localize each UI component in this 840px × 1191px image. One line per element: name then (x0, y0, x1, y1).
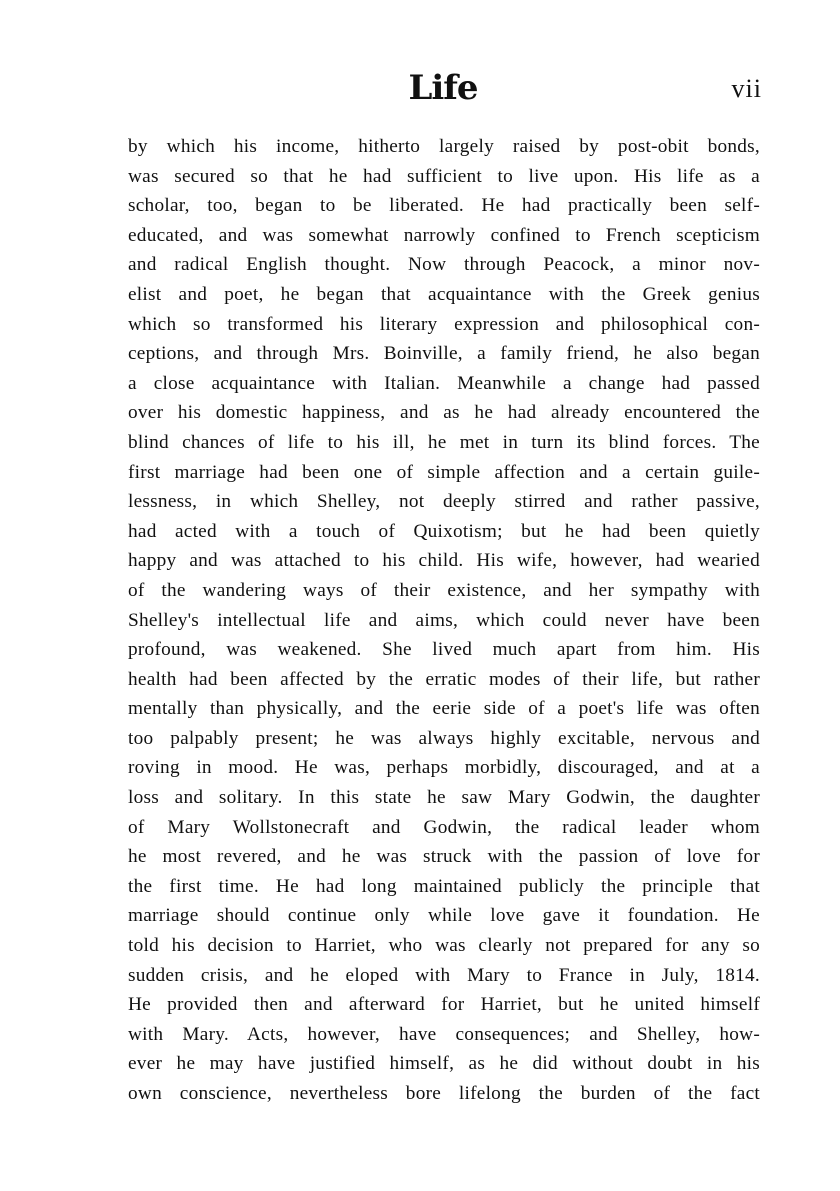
text-line: scholar, too, began to be liberated. He had practically been self- (128, 195, 760, 217)
running-head (0, 68, 840, 118)
text-line: happy and was attached to his child. His wife, however, had wearied (128, 550, 760, 572)
text-line: lessness, in which Shelley, not deeply stirred and rather passive, (128, 491, 760, 513)
text-line: over his domestic happiness, and as he had already encountered the (128, 402, 760, 424)
text-line: mentally than physically, and the eerie side of a poet's life was often (128, 698, 760, 720)
text-line: educated, and was somewhat narrowly confined to French scepticism (128, 224, 760, 246)
text-line: ceptions, and through Mrs. Boinville, a family friend, he also began (128, 343, 760, 365)
text-line: too palpably present; he was always highly excitable, nervous and (128, 727, 760, 749)
running-title: Life (408, 68, 478, 108)
page-number: vii (731, 74, 762, 103)
text-line: health had been affected by the erratic modes of their life, but rather (128, 668, 760, 690)
text-line: sudden crisis, and he eloped with Mary to France in July, 1814. (128, 964, 760, 986)
text-line: had acted with a touch of Quixotism; but he had been quietly (128, 520, 760, 542)
text-line: marriage should continue only while love gave it foundation. He (128, 905, 760, 927)
text-line: which so transformed his literary expression and philosophical con- (128, 313, 760, 335)
text-line: He provided then and afterward for Harriet, but he united himself (128, 994, 760, 1016)
text-line: elist and poet, he began that acquaintance with the Greek genius (128, 283, 760, 305)
text-line: of Mary Wollstonecraft and Godwin, the radical leader whom (128, 816, 760, 838)
text-line: and radical English thought. Now through Peacock, a minor nov- (128, 254, 760, 276)
text-line: with Mary. Acts, however, have consequences; and Shelley, how- (128, 1023, 760, 1045)
text-line: was secured so that he had sufficient to live upon. His life as a (128, 165, 760, 187)
text-line: Shelley's intellectual life and aims, which could never have been (128, 609, 760, 631)
text-line: the first time. He had long maintained publicly the principle that (128, 875, 760, 897)
text-line: by which his income, hitherto largely raised by post-obit bonds, (128, 136, 760, 157)
body-text (128, 132, 760, 1109)
text-line: profound, was weakened. She lived much apart from him. His (128, 639, 760, 661)
text-line: roving in mood. He was, perhaps morbidly, discouraged, and at a (128, 757, 760, 779)
text-line: told his decision to Harriet, who was clearly not prepared for any so (128, 935, 760, 957)
text-line: first marriage had been one of simple affection and a certain guile- (128, 461, 760, 483)
text-line: of the wandering ways of their existence, and her sympathy with (128, 579, 760, 601)
text-line: ever he may have justified himself, as he did without doubt in his (128, 1053, 760, 1075)
text-line: a close acquaintance with Italian. Meanwhile a change had passed (128, 372, 760, 394)
text-line: own conscience, nevertheless bore lifelong the burden of the fact (128, 1083, 760, 1104)
text-line: blind chances of life to his ill, he met in turn its blind forces. The (128, 431, 760, 453)
text-line: loss and solitary. In this state he saw Mary Godwin, the daughter (128, 787, 760, 809)
text-line: he most revered, and he was struck with the passion of love for (128, 846, 760, 868)
